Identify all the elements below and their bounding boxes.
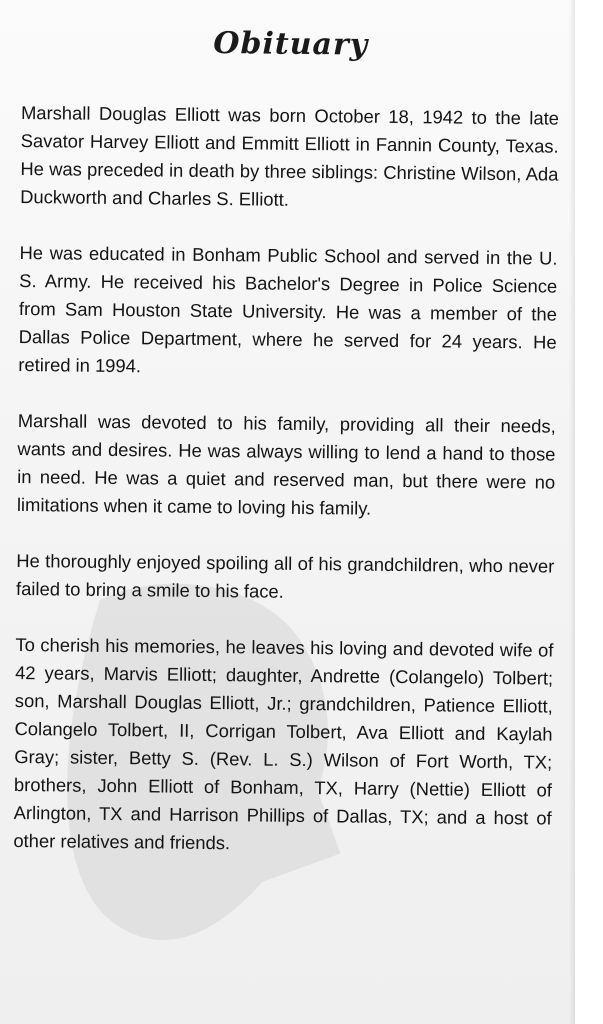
page-title: Obituary bbox=[213, 26, 369, 63]
paragraph-family-devotion: Marshall was devoted to his family, providing all their needs, wants and desires. He was always willing to lend a hand to those in need. He was a quiet and reserved man, but there were no limitations when it came to loving his family. bbox=[16, 409, 556, 519]
paragraph-grandchildren: He thoroughly enjoyed spoiling all of his grandchildren, who never failed to bring a smile to his face. bbox=[15, 549, 555, 602]
paragraph-education-career: He was educated in Bonham Public School and served in the U. S. Army. He received his Bachelor's Degree in Police Science from Sam Houston State University. He was a member of the Dallas Police Department, where he served for 24 years. He retired in 1994. bbox=[18, 241, 558, 377]
paragraph-birth: Marshall Douglas Elliott was born October 18, 1942 to the late Savator Harvey Elliott and Emmitt Elliott in Fannin County, Texas. He was preceded in death by three siblings: Christine Wilson, Ada Duckworth and Charles S. Elliott. bbox=[20, 101, 560, 210]
paragraph-survivors: To cherish his memories, he leaves his loving and devoted wife of 42 years, Marvis Elliott; daughter, Andrette (Colangelo) Tolbert; son, Marshall Douglas Elliott, Jr.; grandchildren, Patience Elliott, Colangelo Tolbert, II, Corrigan Tolbert, Ava Elliott and Kaylah Gray; sister, Betty S. (Rev. L. S.) Wilson of Fort Worth, TX; brothers, John Elliott of Bonham, TX, Harry (Nettie) Elliott of Arlington, TX and Harrison Phillips of Dallas, TX; and a host of other relatives and friends. bbox=[13, 633, 554, 854]
obituary-content bbox=[13, 18, 560, 861]
